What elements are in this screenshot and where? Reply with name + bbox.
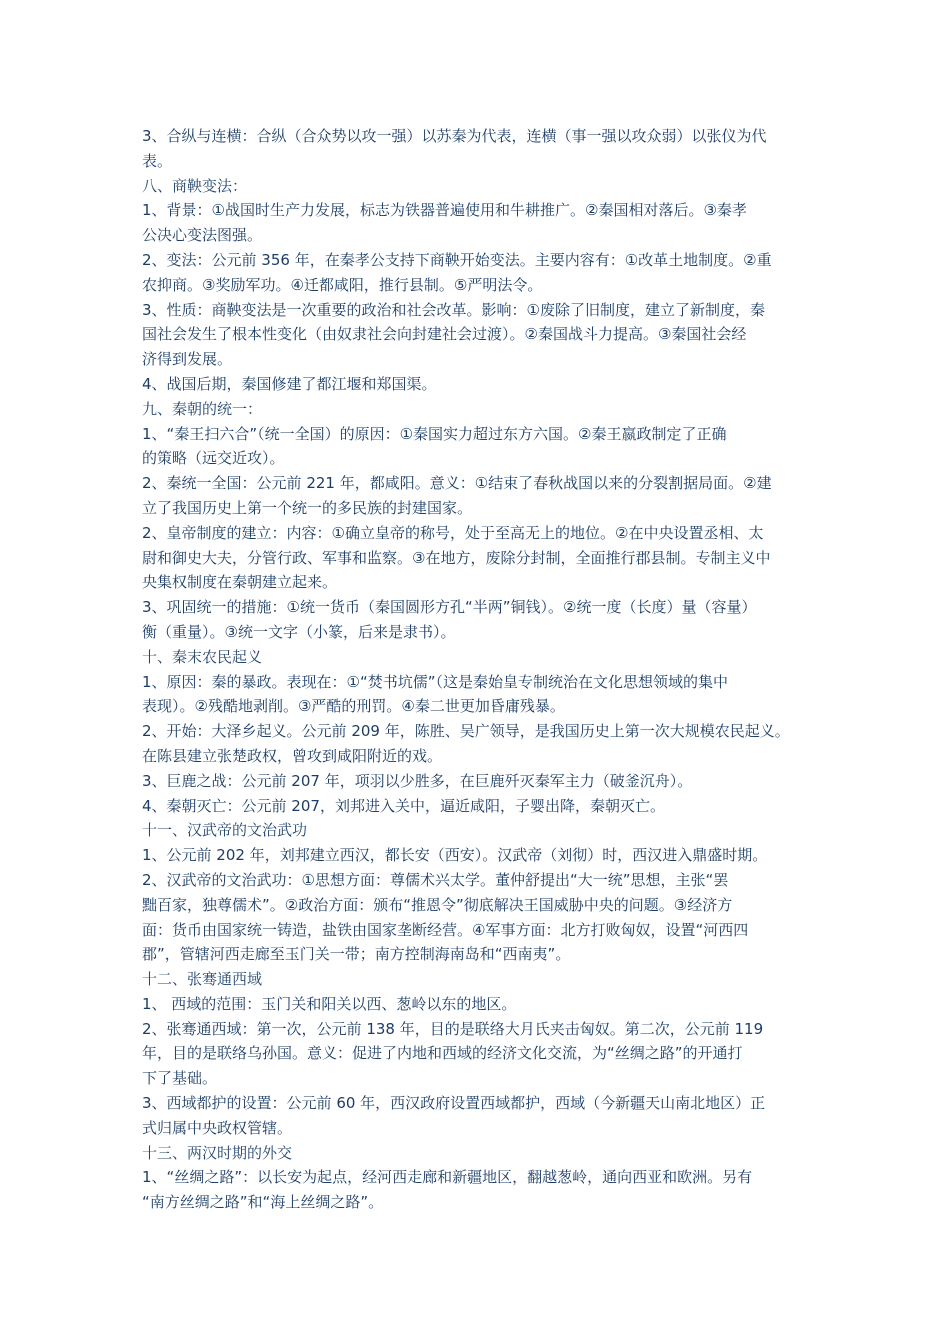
text-line: 3、合纵与连横：合纵（合众势以攻一强）以苏秦为代表，连横（事一强以攻众弱）以张仪为代 [142, 127, 767, 145]
section-heading: 十三、两汉时期的外交 [142, 1143, 293, 1162]
text-line: 1、“秦王扫六合”（统一全国）的原因：①秦国实力超过东方六国。②秦王嬴政制定了正确 [142, 424, 727, 443]
text-line: 的策略（远交近攻）。 [142, 449, 285, 468]
text-line: 面：货币由国家统一铸造，盐铁由国家垄断经营。④军事方面：北方打败匈奴，设置“河西四 [142, 920, 749, 939]
text-line: 农抑商。③奖励军功。④迁都咸阳，推行县制。⑤严明法令。 [142, 275, 543, 294]
section-heading: 九、秦朝的统一： [142, 399, 263, 418]
text-line: 下了基础。 [142, 1069, 218, 1088]
text-line: 1、“丝绸之路”：以长安为起点，经河西走廊和新疆地区，翻越葱岭，通向西亚和欧洲。另有 [142, 1168, 753, 1187]
text-line: 黜百家，独尊儒术”。②政治方面：颁布“推恩令”彻底解决王国威胁中央的问题。③经济方 [142, 895, 733, 914]
text-line: 1、原因：秦的暴政。表现在：①“焚书坑儒”（这是秦始皇专制统治在文化思想领域的集中 [142, 672, 729, 691]
text-line: 3、西域都护的设置：公元前 60 年，西汉政府设置西域都护，西域（今新疆天山南北地区）正 [142, 1094, 766, 1113]
text-line: 立了我国历史上第一个统一的多民族的封建国家。 [142, 498, 473, 517]
text-line: 郡”，管辖河西走廊至玉门关一带；南方控制海南岛和“西南夷”。 [142, 945, 571, 964]
text-line: 年，目的是联络乌孙国。意义：促进了内地和西域的经济文化交流，为“丝绸之路”的开通打 [142, 1044, 743, 1063]
text-line: 1、 西域的范围：玉门关和阳关以西、葱岭以东的地区。 [142, 994, 517, 1013]
text-line: 2、秦统一全国：公元前 221 年，都咸阳。意义：①结束了春秋战国以来的分裂割据局面。②建 [142, 474, 772, 493]
text-line: 式归属中央政权管辖。 [142, 1118, 293, 1137]
text-line: 尉和御史大夫，分管行政、军事和监察。③在地方，废除分封制，全面推行郡县制。专制主义中 [142, 548, 771, 567]
text-line: 2、皇帝制度的建立：内容：①确立皇帝的称号，处于至高无上的地位。②在中央设置丞相、太 [142, 523, 764, 542]
text-line: 2、开始：大泽乡起义。公元前 209 年，陈胜、吴广领导，是我国历史上第一次大规模农民起义。 [142, 722, 790, 741]
text-line: 国社会发生了根本性变化（由奴隶社会向封建社会过渡）。②秦国战斗力提高。③秦国社会经 [142, 325, 747, 344]
text-line: 3、巨鹿之战：公元前 207 年，项羽以少胜多，在巨鹿歼灭秦军主力（破釜沉舟）。 [142, 771, 693, 790]
text-line: 2、汉武帝的文治武功：①思想方面：尊儒术兴太学。董仲舒提出“大一统”思想，主张“罢 [142, 870, 729, 889]
text-line: 4、秦朝灭亡：公元前 207，刘邦进入关中，逼近咸阳，子婴出降，秦朝灭亡。 [142, 796, 665, 815]
text-line: 衡（重量）。③统一文字（小篆，后来是隶书）。 [142, 622, 456, 641]
text-line: 4、战国后期，秦国修建了都江堰和郑国渠。 [142, 374, 437, 393]
text-line: 3、性质：商鞅变法是一次重要的政治和社会改革。影响：①废除了旧制度，建立了新制度，秦 [142, 300, 765, 319]
section-heading: 十二、张骞通西域 [142, 970, 263, 989]
section-heading: 十、秦末农民起义 [142, 647, 263, 666]
section-heading: 八、商鞅变法： [142, 176, 248, 195]
text-line: 央集权制度在秦朝建立起来。 [142, 573, 338, 592]
text-line: 2、张骞通西域：第一次，公元前 138 年，目的是联络大月氏夹击匈奴。第二次，公元前 119 [142, 1019, 764, 1038]
section-heading: 十一、汉武帝的文治武功 [142, 821, 308, 840]
text-line: 1、背景：①战国时生产力发展，标志为铁器普遍使用和牛耕推广。②秦国相对落后。③秦孝 [142, 201, 747, 220]
text-line: 1、公元前 202 年，刘邦建立西汉，都长安（西安）。汉武帝（刘彻）时，西汉进入鼎盛时期。 [142, 846, 768, 865]
text-line: 济得到发展。 [142, 350, 233, 369]
text-line: “南方丝绸之路”和“海上丝绸之路”。 [142, 1193, 384, 1212]
text-line: 表现）。②残酷地剥削。③严酷的刑罚。④秦二世更加昏庸残暴。 [142, 697, 565, 716]
text-line: 2、变法：公元前 356 年，在秦孝公支持下商鞅开始变法。主要内容有：①改革土地制度。②重 [142, 250, 772, 269]
text-line: 公决心变法图强。 [142, 226, 263, 245]
document-page [142, 124, 818, 1215]
text-line: 3、巩固统一的措施：①统一货币（秦国圆形方孔“半两”铜钱）。②统一度（长度）量（容量） [142, 598, 757, 617]
text-line: 在陈县建立张楚政权，曾攻到咸阳附近的戏。 [142, 746, 443, 765]
text-line: 表。 [142, 151, 173, 170]
